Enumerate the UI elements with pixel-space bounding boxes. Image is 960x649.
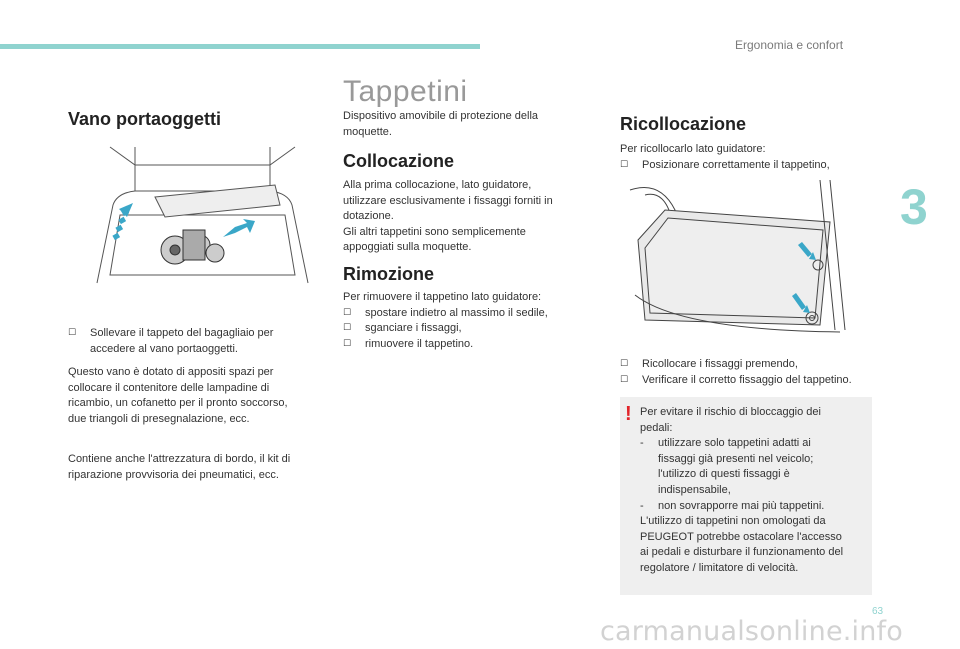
warning-text bbox=[640, 405, 865, 577]
checkbox-bullet-icon: ☐ bbox=[343, 307, 352, 318]
text-line: fissaggi già presenti nel veicolo; bbox=[658, 452, 814, 465]
chapter-number: 3 bbox=[900, 179, 928, 235]
intro-text bbox=[343, 109, 583, 140]
step-text: Posizionare correttamente il tappetino, bbox=[642, 158, 830, 171]
text-line: utilizzare esclusivamente i fissaggi forniti in bbox=[343, 194, 553, 207]
text-line: ai pedali e disturbare il funzionamento del bbox=[640, 546, 844, 559]
text-line: Questo vano è dotato di appositi spazi per bbox=[68, 366, 274, 378]
reposition-intro bbox=[620, 142, 880, 173]
heading-storage: Vano portaoggetti bbox=[68, 109, 221, 129]
step-text: Verificare il corretto fissaggio del tappetino. bbox=[642, 373, 852, 386]
placement-text bbox=[343, 178, 588, 256]
heading-reposition: Ricollocazione bbox=[620, 114, 747, 134]
storage-paragraph-2 bbox=[68, 452, 318, 483]
text-line: Per rimuovere il tappetino lato guidatore: bbox=[343, 291, 542, 303]
reposition-steps bbox=[620, 357, 880, 388]
text-line: Per evitare il rischio di bloccaggio dei bbox=[640, 406, 821, 418]
text-line: l'utilizzo di questi fissaggi è bbox=[658, 468, 790, 481]
warning-item-text bbox=[658, 436, 813, 498]
section-title: Ergonomia e confort bbox=[735, 38, 844, 52]
heading-removal: Rimozione bbox=[343, 264, 435, 284]
text-line: indispensabile, bbox=[658, 483, 731, 496]
text-line: moquette. bbox=[343, 125, 392, 138]
text-line: utilizzare solo tappetini adatti ai bbox=[658, 437, 811, 450]
text-line: Per ricollocarlo lato guidatore: bbox=[620, 143, 766, 155]
step-text: sganciare i fissaggi, bbox=[365, 322, 462, 334]
dash-bullet: - bbox=[640, 499, 644, 512]
removal-step bbox=[343, 337, 588, 353]
warning-item bbox=[640, 436, 865, 498]
removal-step bbox=[343, 321, 588, 337]
checkbox-bullet-icon: ☐ bbox=[620, 374, 629, 385]
text-line: Dispositivo amovibile di protezione della bbox=[343, 110, 539, 122]
removal-text bbox=[343, 290, 588, 352]
warning-item-text: non sovrapporre mai più tappetini. bbox=[658, 499, 825, 512]
checkbox-bullet-icon: ☐ bbox=[68, 328, 77, 338]
step-text: Ricollocare i fissaggi premendo, bbox=[642, 358, 798, 370]
reposition-step bbox=[620, 357, 880, 373]
text-line: L'utilizzo di tappetini non omologati da bbox=[640, 515, 826, 528]
text-line: PEUGEOT potrebbe ostacolare l'accesso bbox=[640, 530, 842, 543]
floor-mat-illustration bbox=[620, 180, 850, 335]
step-text: rimuovere il tappetino. bbox=[365, 337, 474, 350]
text-line: dotazione. bbox=[343, 210, 394, 222]
dash-bullet: - bbox=[640, 437, 644, 450]
warning-icon: ! bbox=[625, 403, 632, 425]
warning-item bbox=[640, 499, 865, 515]
text-line: Gli altri tappetini sono semplicemente bbox=[343, 225, 526, 238]
text-line: regolatore / limitatore di velocità. bbox=[640, 561, 799, 574]
checkbox-bullet-icon: ☐ bbox=[343, 338, 352, 349]
page-title: Tappetini bbox=[343, 75, 468, 108]
storage-paragraph-1 bbox=[68, 365, 318, 427]
reposition-step bbox=[620, 373, 880, 389]
heading-placement: Collocazione bbox=[343, 151, 455, 171]
bullet-text: Sollevare il tappeto del bagagliaio per accedere al vano portaoggetti. bbox=[90, 327, 274, 355]
text-line: Alla prima collocazione, lato guidatore, bbox=[343, 179, 532, 191]
checkbox-bullet-icon: ☐ bbox=[343, 323, 352, 333]
text-line: appoggiati sulla moquette. bbox=[343, 241, 472, 253]
step-text: spostare indietro al massimo il sedile, bbox=[365, 306, 548, 319]
text-line: pedali: bbox=[640, 421, 673, 434]
header-accent-bar bbox=[0, 44, 480, 49]
bullet-lift-carpet bbox=[68, 326, 313, 357]
text-line: ricambio, un cofanetto per il pronto soccorso, bbox=[68, 397, 288, 409]
checkbox-bullet-icon: ☐ bbox=[620, 159, 629, 170]
reposition-step bbox=[620, 158, 880, 174]
text-line: collocare il contenitore delle lampadine di bbox=[68, 381, 270, 394]
watermark: carmanualsonline.info bbox=[600, 616, 903, 647]
trunk-illustration bbox=[95, 145, 310, 285]
checkbox-bullet-icon: ☐ bbox=[620, 359, 629, 369]
text-line: due triangoli di presegnalazione, ecc. bbox=[68, 412, 250, 425]
removal-step bbox=[343, 306, 588, 322]
text-line: Contiene anche l'attrezzatura di bordo, il kit di bbox=[68, 453, 291, 465]
text-line: riparazione provvisoria dei pneumatici, ecc. bbox=[68, 468, 279, 481]
page-number: 63 bbox=[872, 606, 884, 617]
